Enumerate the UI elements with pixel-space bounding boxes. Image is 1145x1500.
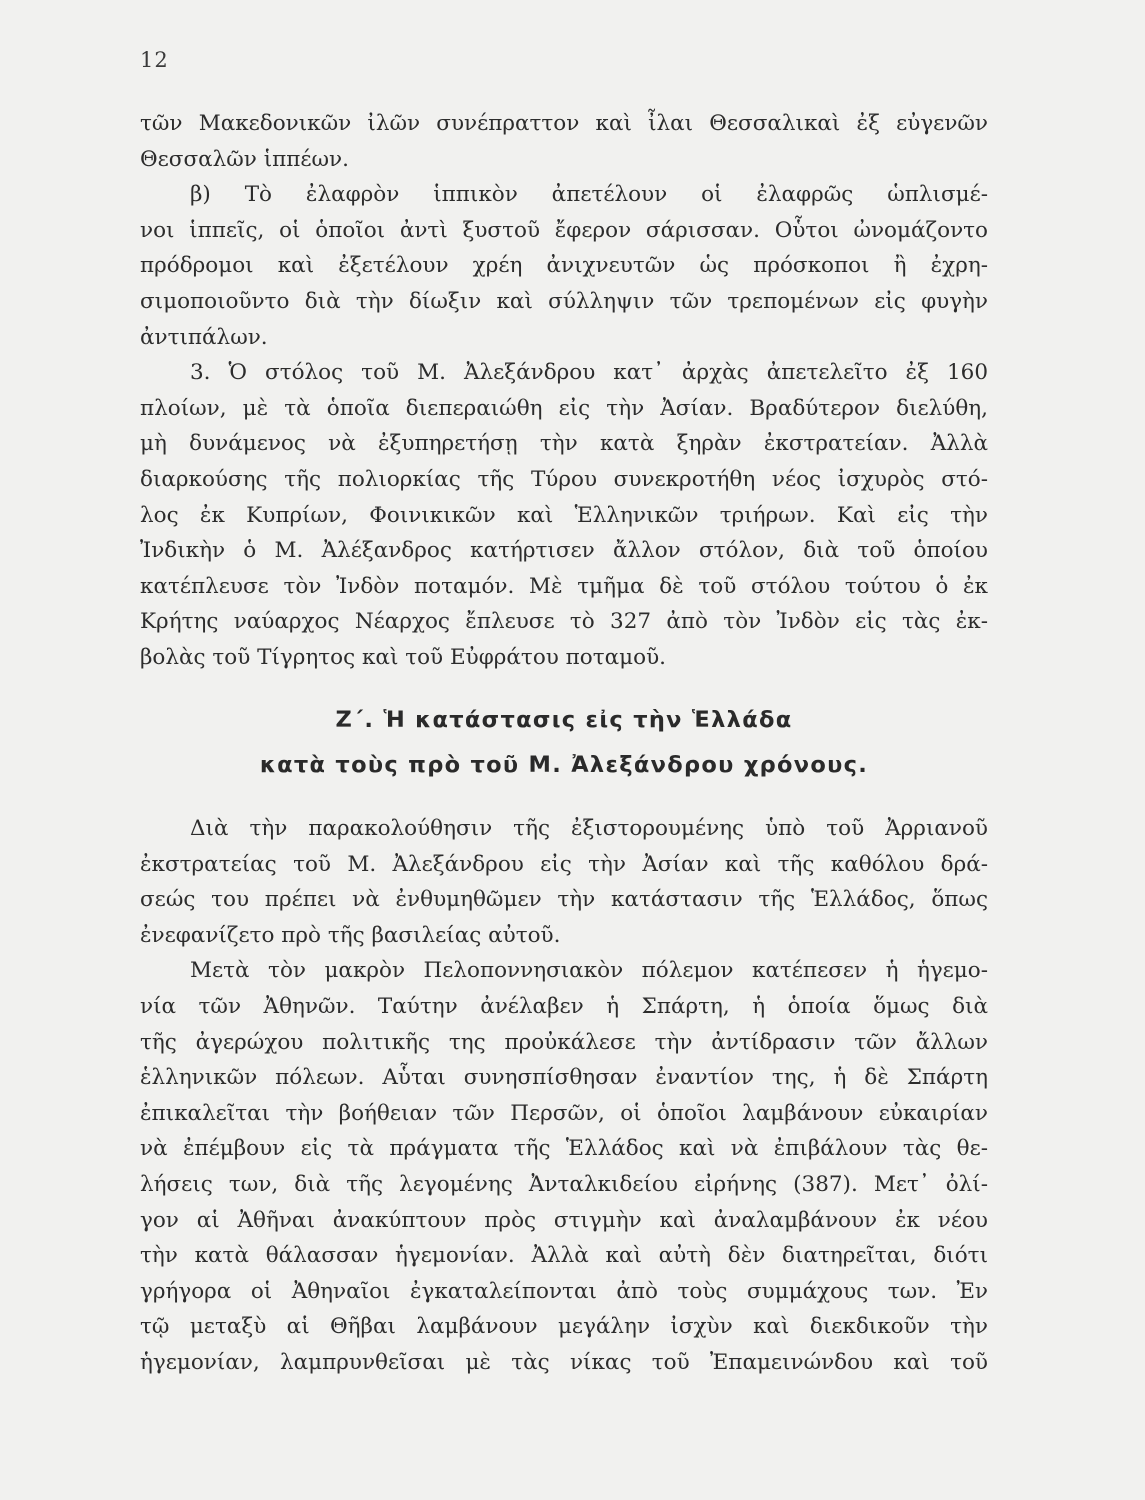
text-line: ἡγεμονίαν, λαμπρυνθεῖσαι μὲ τὰς νίκας τοῦ Ἐπαμεινώνδου καὶ τοῦ [140,1349,988,1375]
text-line: λήσεις των, διὰ τῆς λεγομένης Ἀνταλκιδείου εἰρήνης (387). Μετ᾽ ὀλί- [140,1171,988,1197]
text-line: μὴ δυνάμενος νὰ ἐξυπηρετήσῃ τὴν κατὰ ξηρὰν ἐκστρατείαν. Ἀλλὰ [140,431,988,457]
section-heading-line-2: κατὰ τοὺς πρὸ τοῦ Μ. Ἀλεξάνδρου χρόνους. [259,752,869,778]
text-line: Μετὰ τὸν μακρὸν Πελοποννησιακὸν πόλεμον κατέπεσεν ἡ ἡγεμο- [190,958,988,984]
text-line: πλοίων, μὲ τὰ ὁποῖα διεπεραιώθη εἰς τὴν Ἀσίαν. Βραδύτερον διελύθη, [140,395,988,421]
text-line: ἐνεφανίζετο πρὸ τῆς βασιλείας αὐτοῦ. [140,922,561,948]
text-line: ἐπικαλεῖται τὴν βοήθειαν τῶν Περσῶν, οἱ ὁποῖοι λαμβάνουν εὐκαιρίαν [140,1100,988,1126]
text-line: σιμοποιοῦντο διὰ τὴν δίωξιν καὶ σύλληψιν τῶν τρεπομένων εἰς φυγὴν [140,288,988,314]
paragraph-block-greece-state [140,811,988,1381]
text-line: λος ἐκ Κυπρίων, Φοινικικῶν καὶ Ἑλληνικῶν τριήρων. Καὶ εἰς τὴν [140,502,988,528]
text-line: πρόδρομοι καὶ ἐξετέλουν χρέη ἀνιχνευτῶν ὡς πρόσκοποι ἢ ἐχρη- [140,253,988,279]
text-line: κατέπλευσε τὸν Ἰνδὸν ποταμόν. Μὲ τμῆμα δὲ τοῦ στόλου τούτου ὁ ἐκ [140,573,988,599]
text-line: β) Τὸ ἐλαφρὸν ἱππικὸν ἀπετέλουν οἱ ἐλαφρῶς ὡπλισμέ- [190,182,988,208]
page-number: 12 [140,48,169,72]
section-heading-line-1: Ζ΄. Ἡ κατάστασις εἰς τὴν Ἑλλάδα [335,707,793,733]
text-line: Κρήτης ναύαρχος Νέαρχος ἔπλευσε τὸ 327 ἀπὸ τὸν Ἰνδὸν εἰς τὰς ἐκ- [140,609,988,635]
text-line: γον αἱ Ἀθῆναι ἀνακύπτουν πρὸς στιγμὴν καὶ ἀναλαμβάνουν ἐκ νέου [140,1207,988,1233]
text-line: βολὰς τοῦ Τίγρητος καὶ τοῦ Εὐφράτου ποταμοῦ. [140,644,666,670]
text-line: τῆς ἀγερώχου πολιτικῆς της προὐκάλεσε τὴν ἀντίδρασιν τῶν ἄλλων [140,1029,988,1055]
text-line: Διὰ τὴν παρακολούθησιν τῆς ἐξιστορουμένης ὑπὸ τοῦ Ἀρριανοῦ [190,816,988,841]
text-line: τῶν Μακεδονικῶν ἰλῶν συνέπραττον καὶ ἶλαι Θεσσαλικαὶ ἐξ εὐγενῶν [140,111,988,136]
text-line: νοι ἱππεῖς, οἱ ὁποῖοι ἀντὶ ξυστοῦ ἔφερον σάρισσαν. Οὗτοι ὠνομάζοντο [140,217,988,243]
paragraph-block-cavalry-fleet [140,106,988,676]
text-line: τὴν κατὰ θάλασσαν ἡγεμονίαν. Ἀλλὰ καὶ αὐτὴ δὲν διατηρεῖται, διότι [140,1243,988,1269]
text-line: τῷ μεταξὺ αἱ Θῆβαι λαμβάνουν μεγάλην ἰσχὺν καὶ διεκδικοῦν τὴν [140,1314,988,1340]
text-line: ἀντιπάλων. [140,324,268,350]
text-line: γρήγορα οἱ Ἀθηναῖοι ἐγκαταλείπονται ἀπὸ τοὺς συμμάχους των. Ἐν [140,1278,988,1304]
text-line: νία τῶν Ἀθηνῶν. Ταύτην ἀνέλαβεν ἡ Σπάρτη, ἡ ὁποία ὅμως διὰ [140,993,988,1019]
text-line: Ἰνδικὴν ὁ Μ. Ἀλέξανδρος κατήρτισεν ἄλλον στόλον, διὰ τοῦ ὁποίου [140,538,988,564]
text-line: ἐκστρατείας τοῦ Μ. Ἀλεξάνδρου εἰς τὴν Ἀσίαν καὶ τῆς καθόλου δρά- [140,851,988,877]
text-line: νὰ ἐπέμβουν εἰς τὰ πράγματα τῆς Ἑλλάδος καὶ νὰ ἐπιβάλουν τὰς θε- [140,1136,988,1162]
text-line: Θεσσαλῶν ἱππέων. [140,146,349,172]
text-line: διαρκούσης τῆς πολιορκίας τῆς Τύρου συνεκροτήθη νέος ἰσχυρὸς στό- [140,466,988,492]
text-line: 3. Ὁ στόλος τοῦ Μ. Ἀλεξάνδρου κατ᾽ ἀρχὰς ἀπετελεῖτο ἐξ 160 [190,360,988,386]
text-line: ἑλληνικῶν πόλεων. Αὗται συνησπίσθησαν ἐναντίον της, ἡ δὲ Σπάρτη [140,1065,988,1091]
text-line: σεώς του πρέπει νὰ ἐνθυμηθῶμεν τὴν κατάστασιν τῆς Ἑλλάδος, ὅπως [140,887,988,913]
